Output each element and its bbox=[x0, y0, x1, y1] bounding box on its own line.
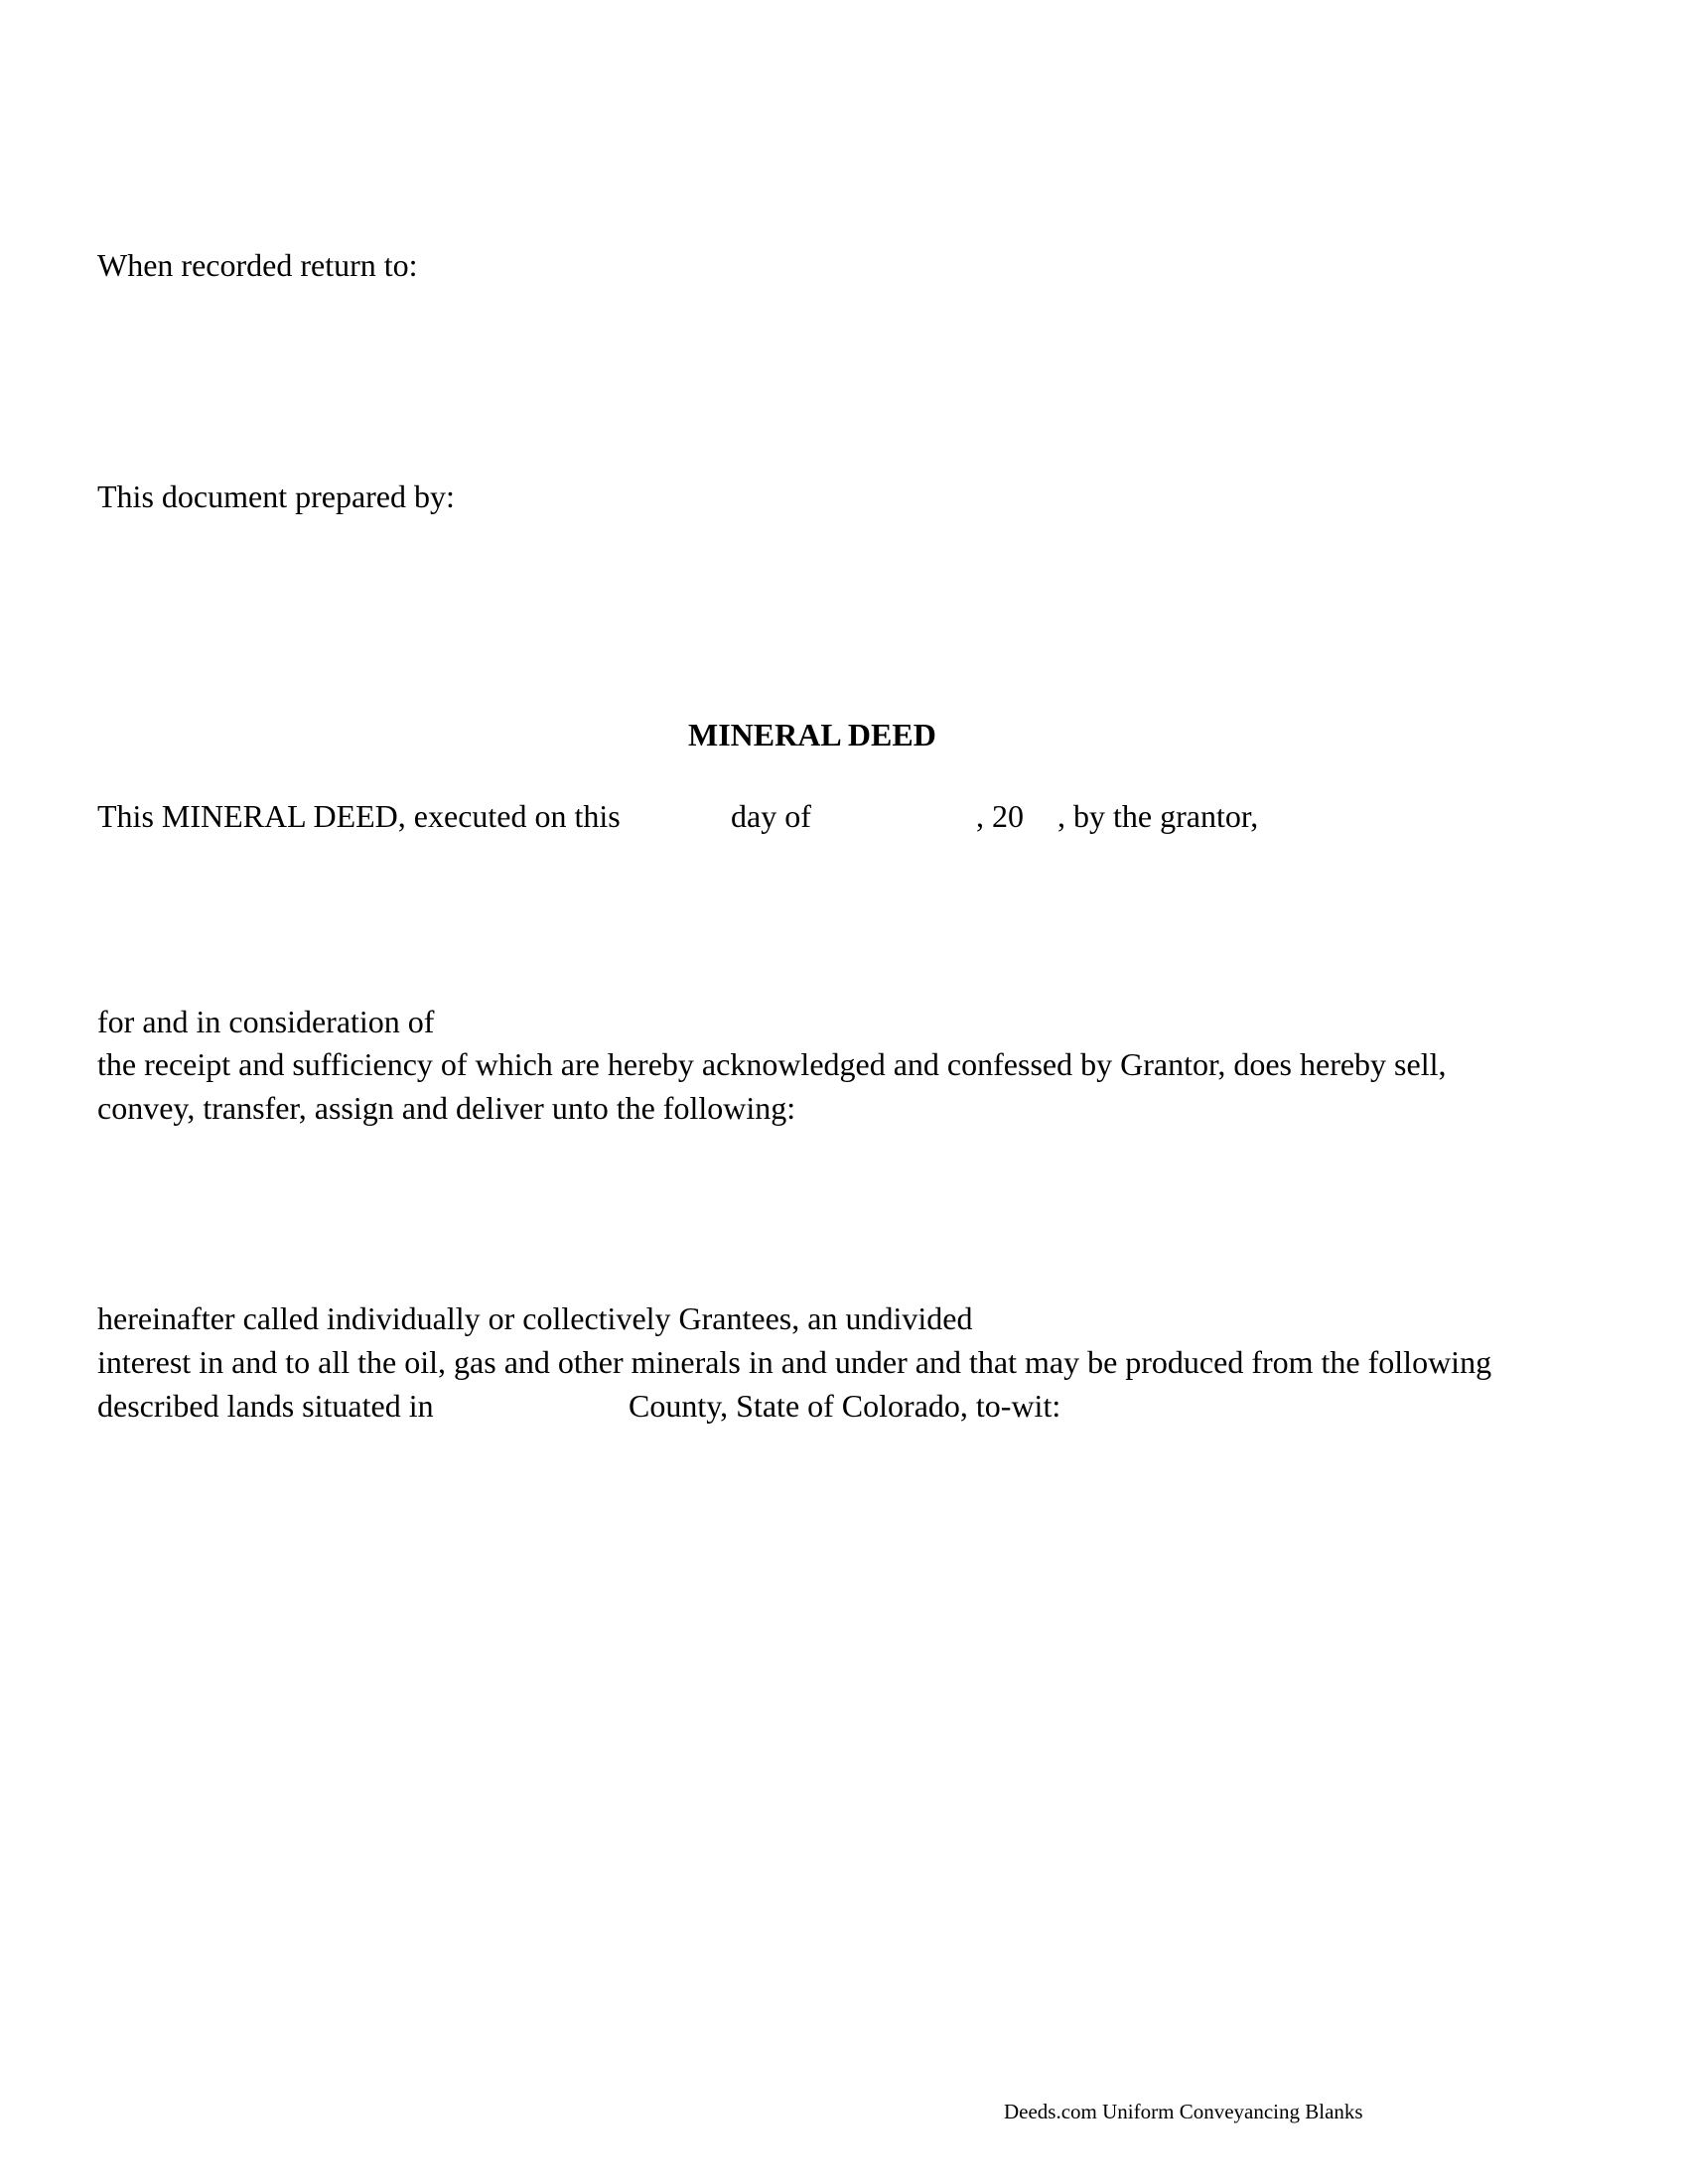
footer-text: Deeds.com Uniform Conveyancing Blanks bbox=[1004, 2100, 1363, 2123]
document-title: MINERAL DEED bbox=[688, 717, 936, 752]
execution-year-text: , 20 bbox=[976, 798, 1024, 834]
grantees-line-1: hereinafter called individually or collectively Grantees, an undivided bbox=[97, 1300, 973, 1336]
execution-lead-text: This MINERAL DEED, executed on this bbox=[97, 798, 621, 834]
consideration-line-3: convey, transfer, assign and deliver unto the following: bbox=[97, 1090, 796, 1126]
prepared-by-label: This document prepared by: bbox=[97, 478, 455, 514]
return-to-label: When recorded return to: bbox=[97, 247, 418, 283]
grantees-line-2: interest in and to all the oil, gas and other minerals in and under and that may be produced from the following bbox=[97, 1344, 1492, 1380]
consideration-line-1: for and in consideration of bbox=[97, 1004, 435, 1039]
grantees-line-3-tail: County, State of Colorado, to-wit: bbox=[629, 1388, 1061, 1424]
consideration-line-2: the receipt and sufficiency of which are hereby acknowledged and confessed by Grantor, does hereby sell, bbox=[97, 1046, 1447, 1082]
execution-grantor-text: , by the grantor, bbox=[1057, 798, 1259, 834]
execution-day-of-text: day of bbox=[731, 798, 811, 834]
grantees-line-3-lead: described lands situated in bbox=[97, 1388, 434, 1424]
